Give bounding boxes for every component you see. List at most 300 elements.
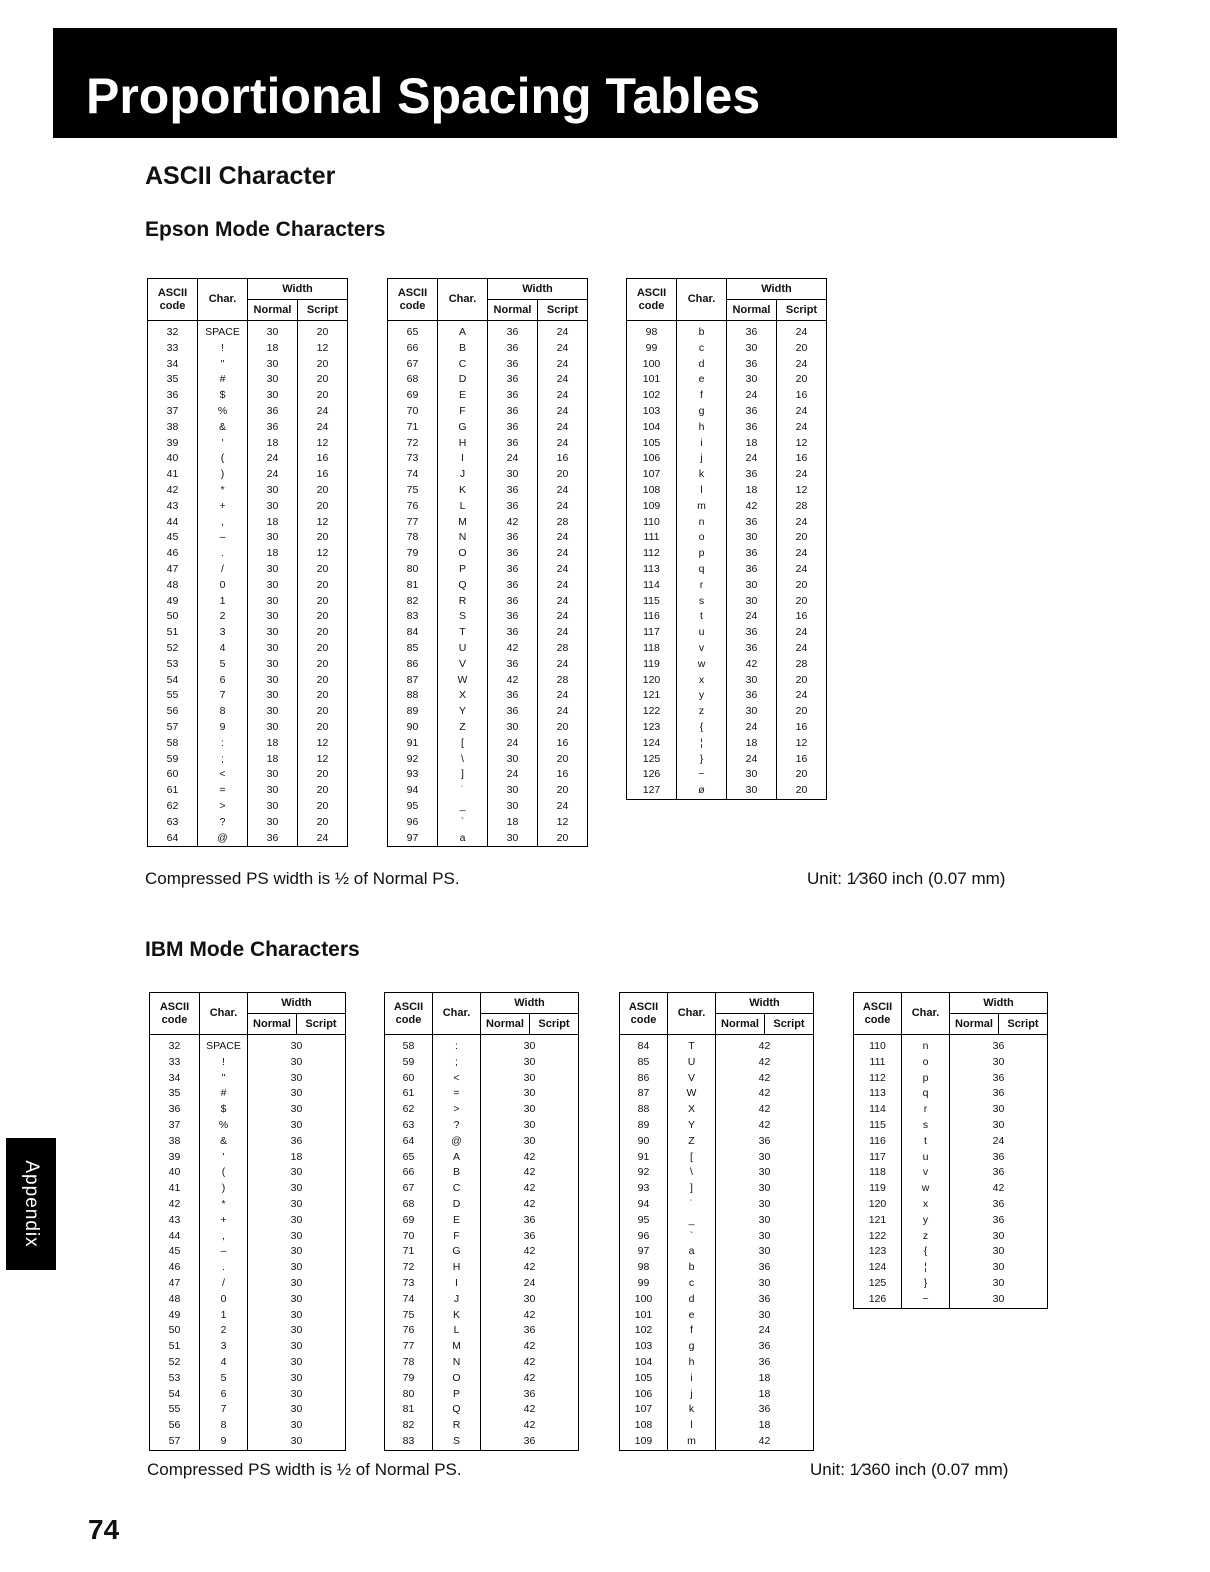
ascii-code-cell: 51 <box>148 625 198 641</box>
ascii-code-cell: 56 <box>150 1418 200 1434</box>
ascii-code-cell: 116 <box>627 609 677 625</box>
table-row <box>150 1086 346 1102</box>
width-cell: 30 <box>248 1118 346 1134</box>
char-cell: I <box>433 1276 481 1292</box>
ascii-code-cell: 59 <box>385 1055 433 1071</box>
char-cell: H <box>433 1260 481 1276</box>
script-width-cell: 20 <box>298 767 348 783</box>
script-width-cell: 24 <box>538 321 588 341</box>
ascii-code-cell: 46 <box>148 546 198 562</box>
char-cell: i <box>677 436 727 452</box>
normal-width-cell: 36 <box>727 404 777 420</box>
ascii-code-cell: 57 <box>150 1434 200 1450</box>
script-width-cell: 20 <box>298 704 348 720</box>
ibm-heading: IBM Mode Characters <box>145 938 360 961</box>
script-width-cell: 20 <box>777 704 827 720</box>
normal-width-cell: 30 <box>727 704 777 720</box>
char-cell: 2 <box>200 1323 248 1339</box>
header-normal: Normal <box>727 300 777 321</box>
normal-width-cell: 36 <box>488 546 538 562</box>
script-width-cell: 24 <box>298 420 348 436</box>
header-char: Char. <box>200 993 248 1035</box>
width-cell: 30 <box>716 1213 814 1229</box>
ascii-code-cell: 65 <box>388 321 438 341</box>
ascii-code-cell: 102 <box>620 1323 668 1339</box>
char-cell: O <box>433 1371 481 1387</box>
script-width-cell: 28 <box>538 515 588 531</box>
ascii-code-cell: 122 <box>854 1229 902 1245</box>
table-row <box>388 783 588 799</box>
char-cell: < <box>433 1071 481 1087</box>
table-row <box>148 499 348 515</box>
ascii-code-cell: 83 <box>388 609 438 625</box>
table-row <box>148 736 348 752</box>
width-cell: 36 <box>716 1402 814 1418</box>
char-cell: ¦ <box>677 736 727 752</box>
table-row <box>150 1071 346 1087</box>
header-char: Char. <box>668 993 716 1035</box>
char-cell: b <box>668 1260 716 1276</box>
ascii-code-cell: 98 <box>627 321 677 341</box>
ascii-code-cell: 107 <box>627 467 677 483</box>
char-cell: 5 <box>200 1371 248 1387</box>
table-row <box>150 1387 346 1403</box>
char-cell: ¦ <box>902 1260 950 1276</box>
table-row <box>150 1323 346 1339</box>
char-cell: d <box>668 1292 716 1308</box>
width-cell: 36 <box>716 1260 814 1276</box>
width-cell: 30 <box>481 1086 579 1102</box>
table-row <box>385 1418 579 1434</box>
ascii-code-cell: 44 <box>148 515 198 531</box>
normal-width-cell: 18 <box>248 515 298 531</box>
char-cell: " <box>200 1071 248 1087</box>
table-row <box>627 530 827 546</box>
char-cell: Z <box>668 1134 716 1150</box>
table-row <box>385 1339 579 1355</box>
script-width-cell: 24 <box>538 530 588 546</box>
table-row <box>854 1150 1048 1166</box>
width-cell: 30 <box>248 1213 346 1229</box>
header-normal: Normal <box>716 1014 765 1035</box>
ascii-code-cell: 53 <box>148 657 198 673</box>
char-cell: K <box>433 1308 481 1324</box>
char-cell: D <box>433 1197 481 1213</box>
ascii-code-cell: 105 <box>627 436 677 452</box>
ascii-code-cell: 85 <box>388 641 438 657</box>
table-row <box>627 451 827 467</box>
script-width-cell: 24 <box>538 578 588 594</box>
script-width-cell: 20 <box>298 321 348 341</box>
table-row <box>148 530 348 546</box>
char-cell: ] <box>668 1181 716 1197</box>
ascii-code-cell: 120 <box>627 673 677 689</box>
table-row <box>627 483 827 499</box>
header-script: Script <box>538 300 588 321</box>
ascii-code-cell: 126 <box>854 1292 902 1308</box>
normal-width-cell: 18 <box>248 752 298 768</box>
width-cell: 24 <box>481 1276 579 1292</box>
normal-width-cell: 36 <box>727 420 777 436</box>
table-row <box>150 1308 346 1324</box>
script-width-cell: 20 <box>298 357 348 373</box>
table-row <box>388 321 588 341</box>
ascii-code-cell: 108 <box>627 483 677 499</box>
script-width-cell: 24 <box>538 562 588 578</box>
normal-width-cell: 36 <box>727 467 777 483</box>
char-cell: ~ <box>902 1292 950 1308</box>
char-cell: K <box>438 483 488 499</box>
table-row <box>385 1387 579 1403</box>
table-row <box>854 1181 1048 1197</box>
header-width: Width <box>950 993 1048 1014</box>
ascii-code-cell: 80 <box>388 562 438 578</box>
script-width-cell: 24 <box>538 420 588 436</box>
char-cell: 1 <box>200 1308 248 1324</box>
ascii-code-cell: 69 <box>385 1213 433 1229</box>
header-ascii-code: ASCII code <box>385 993 433 1035</box>
script-width-cell: 16 <box>538 451 588 467</box>
char-cell: r <box>902 1102 950 1118</box>
width-cell: 30 <box>481 1035 579 1055</box>
ascii-code-cell: 113 <box>854 1086 902 1102</box>
script-width-cell: 24 <box>777 641 827 657</box>
ascii-code-cell: 37 <box>148 404 198 420</box>
table-row <box>150 1292 346 1308</box>
table-row <box>854 1229 1048 1245</box>
ascii-code-cell: 86 <box>388 657 438 673</box>
char-cell: j <box>677 451 727 467</box>
ascii-code-cell: 36 <box>150 1102 200 1118</box>
char-cell: = <box>198 783 248 799</box>
header-char: Char. <box>438 279 488 321</box>
script-width-cell: 16 <box>777 752 827 768</box>
ascii-code-cell: 119 <box>854 1181 902 1197</box>
ascii-code-cell: 107 <box>620 1402 668 1418</box>
char-cell: 5 <box>198 657 248 673</box>
width-cell: 30 <box>481 1118 579 1134</box>
ascii-code-cell: 67 <box>388 357 438 373</box>
normal-width-cell: 36 <box>488 483 538 499</box>
normal-width-cell: 30 <box>488 831 538 847</box>
table-row <box>150 1134 346 1150</box>
ascii-code-cell: 63 <box>148 815 198 831</box>
char-cell: d <box>677 357 727 373</box>
script-width-cell: 24 <box>538 436 588 452</box>
width-cell: 42 <box>716 1071 814 1087</box>
width-cell: 42 <box>716 1086 814 1102</box>
ascii-code-cell: 40 <box>150 1165 200 1181</box>
char-cell: L <box>438 499 488 515</box>
ascii-code-cell: 37 <box>150 1118 200 1134</box>
ascii-code-cell: 121 <box>854 1213 902 1229</box>
table-row <box>150 1339 346 1355</box>
table-row <box>620 1134 814 1150</box>
width-cell: 30 <box>248 1323 346 1339</box>
width-cell: 36 <box>950 1035 1048 1055</box>
table-row <box>385 1292 579 1308</box>
normal-width-cell: 30 <box>248 767 298 783</box>
normal-width-cell: 30 <box>727 783 777 799</box>
width-cell: 30 <box>248 1181 346 1197</box>
ascii-code-cell: 72 <box>385 1260 433 1276</box>
width-cell: 30 <box>248 1071 346 1087</box>
width-cell: 36 <box>950 1213 1048 1229</box>
script-width-cell: 24 <box>538 357 588 373</box>
script-width-cell: 24 <box>777 467 827 483</box>
ascii-code-cell: 105 <box>620 1371 668 1387</box>
ascii-code-cell: 49 <box>148 594 198 610</box>
appendix-tab-label: Appendix <box>21 1160 42 1248</box>
ascii-code-cell: 80 <box>385 1387 433 1403</box>
table-row <box>627 657 827 673</box>
table-row <box>388 420 588 436</box>
script-width-cell: 20 <box>538 467 588 483</box>
char-cell: q <box>677 562 727 578</box>
table-row <box>627 688 827 704</box>
normal-width-cell: 24 <box>248 467 298 483</box>
char-cell: , <box>200 1229 248 1245</box>
ascii-code-cell: 91 <box>620 1150 668 1166</box>
table-row <box>150 1165 346 1181</box>
table-row <box>388 688 588 704</box>
script-width-cell: 16 <box>777 609 827 625</box>
char-cell: n <box>677 515 727 531</box>
table-row <box>627 578 827 594</box>
table-row <box>627 372 827 388</box>
char-cell: c <box>677 341 727 357</box>
char-cell: C <box>433 1181 481 1197</box>
char-cell: 3 <box>200 1339 248 1355</box>
ascii-code-cell: 125 <box>627 752 677 768</box>
script-width-cell: 20 <box>777 594 827 610</box>
width-cell: 18 <box>716 1371 814 1387</box>
table-row <box>150 1118 346 1134</box>
normal-width-cell: 18 <box>248 341 298 357</box>
table-row <box>388 404 588 420</box>
normal-width-cell: 30 <box>248 783 298 799</box>
char-cell: J <box>433 1292 481 1308</box>
epson-table-1 <box>147 278 348 847</box>
char-cell: s <box>902 1118 950 1134</box>
char-cell: S <box>433 1434 481 1450</box>
char-cell: \ <box>668 1165 716 1181</box>
ascii-code-cell: 112 <box>854 1071 902 1087</box>
ascii-code-cell: 74 <box>388 467 438 483</box>
width-cell: 30 <box>950 1276 1048 1292</box>
char-cell: 1 <box>198 594 248 610</box>
char-cell: s <box>677 594 727 610</box>
table-row <box>388 499 588 515</box>
table-row <box>620 1086 814 1102</box>
section-heading: ASCII Character <box>145 162 336 190</box>
epson-note-left: Compressed PS width is ½ of Normal PS. <box>145 869 460 888</box>
width-cell: 30 <box>248 1165 346 1181</box>
ascii-code-cell: 84 <box>388 625 438 641</box>
script-width-cell: 24 <box>777 515 827 531</box>
char-cell: a <box>438 831 488 847</box>
normal-width-cell: 30 <box>488 799 538 815</box>
ascii-code-cell: 41 <box>150 1181 200 1197</box>
char-cell: / <box>200 1276 248 1292</box>
char-cell: b <box>677 321 727 341</box>
char-cell: % <box>200 1118 248 1134</box>
header-width: Width <box>727 279 827 300</box>
table-row <box>627 515 827 531</box>
ascii-code-cell: 51 <box>150 1339 200 1355</box>
table-row <box>150 1418 346 1434</box>
ascii-code-cell: 109 <box>620 1434 668 1450</box>
normal-width-cell: 18 <box>727 483 777 499</box>
char-cell: l <box>668 1418 716 1434</box>
table-row <box>854 1260 1048 1276</box>
ascii-code-cell: 47 <box>150 1276 200 1292</box>
char-cell: k <box>677 467 727 483</box>
width-cell: 36 <box>716 1134 814 1150</box>
char-cell: A <box>438 321 488 341</box>
script-width-cell: 20 <box>298 815 348 831</box>
char-cell: O <box>438 546 488 562</box>
table-row <box>627 562 827 578</box>
width-cell: 36 <box>716 1339 814 1355</box>
script-width-cell: 20 <box>777 341 827 357</box>
script-width-cell: 20 <box>298 483 348 499</box>
script-width-cell: 24 <box>538 625 588 641</box>
ascii-code-cell: 106 <box>620 1387 668 1403</box>
width-cell: 30 <box>248 1355 346 1371</box>
table-row <box>150 1035 346 1055</box>
table-row <box>148 767 348 783</box>
char-cell: g <box>668 1339 716 1355</box>
char-cell: @ <box>433 1134 481 1150</box>
char-cell: p <box>677 546 727 562</box>
char-cell: n <box>902 1035 950 1055</box>
char-cell: ~ <box>677 767 727 783</box>
char-cell: $ <box>200 1102 248 1118</box>
char-cell: q <box>902 1086 950 1102</box>
ascii-code-cell: 114 <box>627 578 677 594</box>
table-row <box>385 1323 579 1339</box>
width-cell: 30 <box>248 1387 346 1403</box>
header-width: Width <box>716 993 814 1014</box>
char-cell: @ <box>198 831 248 847</box>
table-row <box>385 1118 579 1134</box>
table-row <box>854 1118 1048 1134</box>
ascii-code-cell: 113 <box>627 562 677 578</box>
header-char: Char. <box>198 279 248 321</box>
table-row <box>854 1244 1048 1260</box>
normal-width-cell: 36 <box>488 499 538 515</box>
ascii-code-cell: 85 <box>620 1055 668 1071</box>
header-width: Width <box>488 279 588 300</box>
char-cell: x <box>677 673 727 689</box>
header-ascii-code: ASCII code <box>854 993 902 1035</box>
ascii-code-cell: 119 <box>627 657 677 673</box>
table-row <box>148 341 348 357</box>
ascii-code-cell: 34 <box>148 357 198 373</box>
table-row <box>148 657 348 673</box>
table-row <box>148 420 348 436</box>
script-width-cell: 20 <box>298 609 348 625</box>
ascii-code-cell: 101 <box>627 372 677 388</box>
width-cell: 42 <box>481 1197 579 1213</box>
char-cell: ] <box>438 767 488 783</box>
table-row <box>385 1071 579 1087</box>
width-cell: 30 <box>248 1371 346 1387</box>
char-cell: ) <box>198 467 248 483</box>
normal-width-cell: 30 <box>248 530 298 546</box>
table-row <box>627 467 827 483</box>
ascii-code-cell: 102 <box>627 388 677 404</box>
char-cell: " <box>198 357 248 373</box>
char-cell: / <box>198 562 248 578</box>
ascii-code-cell: 47 <box>148 562 198 578</box>
char-cell: + <box>198 499 248 515</box>
table-row <box>150 1276 346 1292</box>
char-cell: ? <box>198 815 248 831</box>
ascii-code-cell: 68 <box>385 1197 433 1213</box>
script-width-cell: 12 <box>298 752 348 768</box>
script-width-cell: 16 <box>538 736 588 752</box>
ibm-table-4 <box>853 992 1048 1309</box>
width-cell: 36 <box>716 1292 814 1308</box>
ascii-code-cell: 75 <box>388 483 438 499</box>
normal-width-cell: 42 <box>488 641 538 657</box>
table-row <box>388 388 588 404</box>
char-cell: ø <box>677 783 727 799</box>
ascii-code-cell: 99 <box>620 1276 668 1292</box>
table-row <box>620 1071 814 1087</box>
normal-width-cell: 36 <box>727 515 777 531</box>
char-cell: > <box>198 799 248 815</box>
char-cell: o <box>677 530 727 546</box>
char-cell: G <box>433 1244 481 1260</box>
table-row <box>388 831 588 847</box>
ascii-code-cell: 110 <box>627 515 677 531</box>
normal-width-cell: 30 <box>248 688 298 704</box>
script-width-cell: 20 <box>298 688 348 704</box>
normal-width-cell: 18 <box>248 736 298 752</box>
normal-width-cell: 24 <box>727 720 777 736</box>
table-row <box>388 578 588 594</box>
char-cell: 2 <box>198 609 248 625</box>
ascii-code-cell: 64 <box>385 1134 433 1150</box>
char-cell: { <box>677 720 727 736</box>
char-cell: ˙ <box>668 1197 716 1213</box>
table-row <box>627 609 827 625</box>
table-row <box>854 1086 1048 1102</box>
char-cell: . <box>200 1260 248 1276</box>
table-row <box>627 321 827 341</box>
table-row <box>620 1308 814 1324</box>
char-cell: P <box>433 1387 481 1403</box>
table-row <box>854 1035 1048 1055</box>
width-cell: 42 <box>481 1165 579 1181</box>
script-width-cell: 24 <box>538 594 588 610</box>
table-row <box>150 1355 346 1371</box>
normal-width-cell: 30 <box>727 594 777 610</box>
ascii-code-cell: 49 <box>150 1308 200 1324</box>
char-cell: T <box>438 625 488 641</box>
script-width-cell: 12 <box>777 436 827 452</box>
table-row <box>627 625 827 641</box>
ascii-code-cell: 69 <box>388 388 438 404</box>
ascii-code-cell: 108 <box>620 1418 668 1434</box>
ascii-code-cell: 116 <box>854 1134 902 1150</box>
script-width-cell: 20 <box>298 530 348 546</box>
char-cell: R <box>433 1418 481 1434</box>
ibm-table-1 <box>149 992 346 1451</box>
